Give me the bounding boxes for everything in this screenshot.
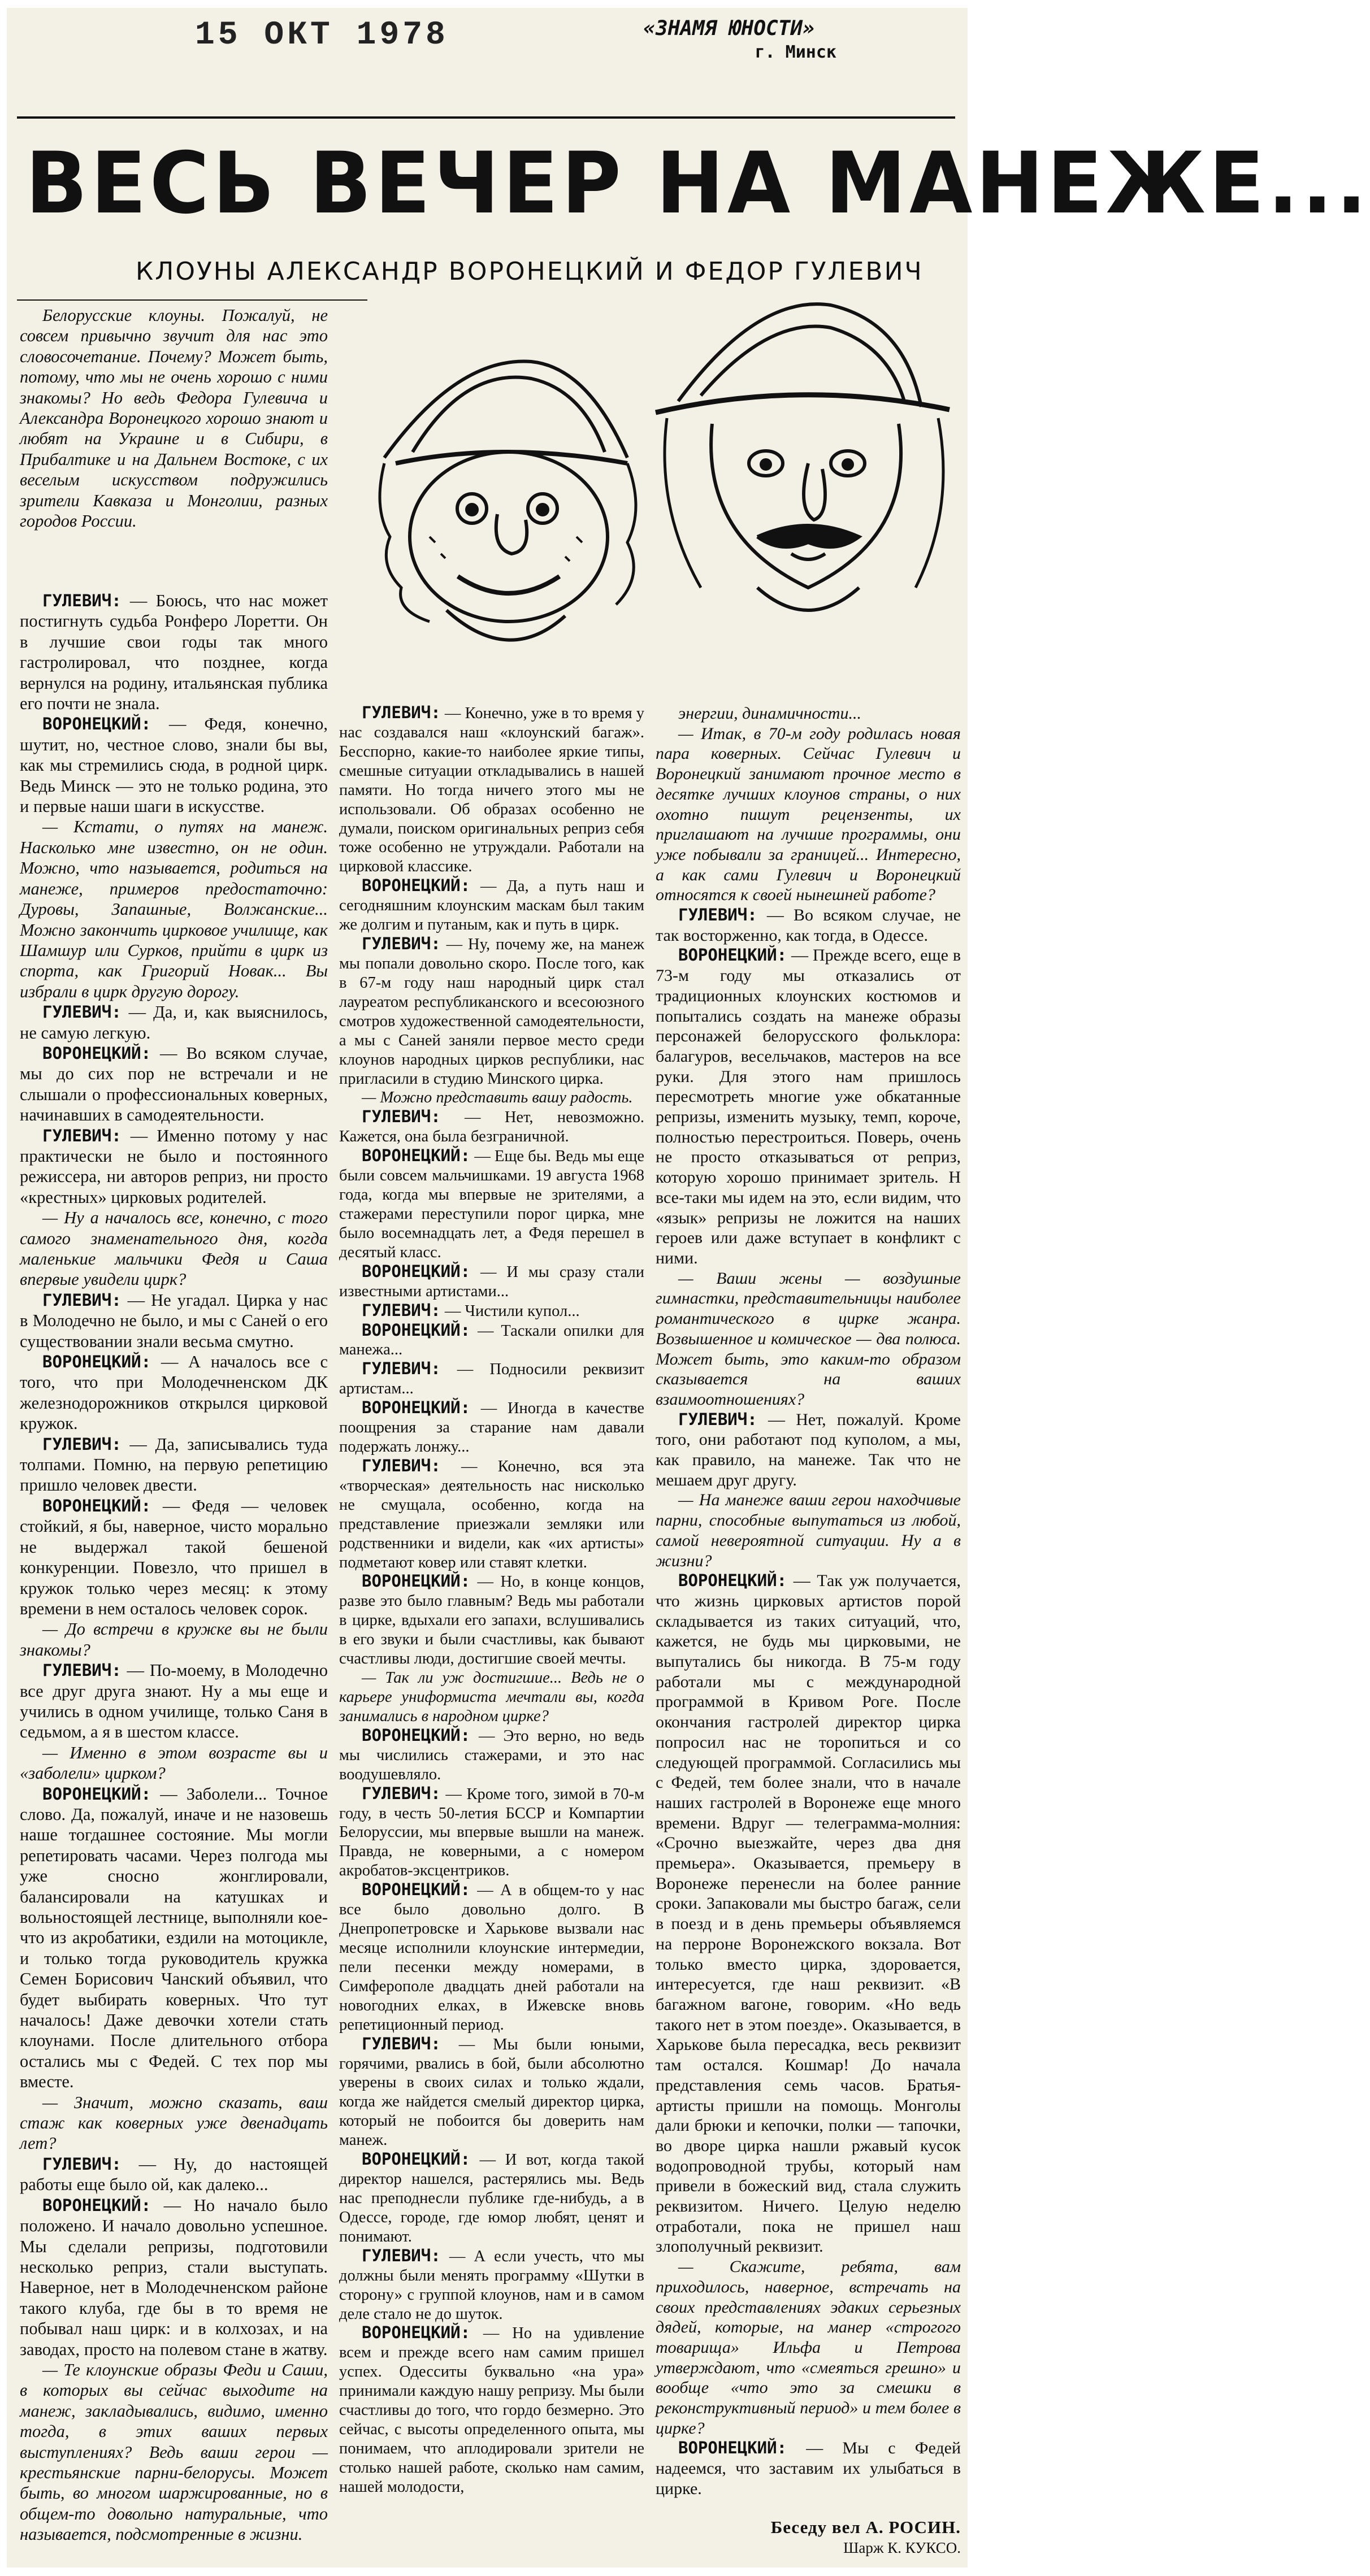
article-signature	[701, 2517, 961, 2558]
speaker-name: ГУЛЕВИЧ:	[362, 1783, 441, 1803]
speaker-name: ГУЛЕВИЧ:	[362, 1359, 441, 1379]
dialogue-paragraph	[339, 2247, 644, 2324]
dialogue-paragraph	[656, 1571, 961, 2257]
dialogue-paragraph	[20, 1784, 328, 2092]
dialogue-paragraph	[656, 1490, 961, 1571]
dialogue-paragraph	[20, 2092, 328, 2154]
speaker-name: ВОРОНЕЦКИЙ:	[362, 1571, 471, 1591]
speaker-name: ВОРОНЕЦКИЙ:	[42, 1496, 151, 1515]
speaker-name: ГУЛЕВИЧ:	[42, 1290, 122, 1310]
dialogue-paragraph	[339, 1784, 644, 1881]
dialogue-paragraph	[339, 1088, 644, 1107]
paragraph-text: — Кроме того, зимой в 70-м году, в честь 50-летия БССР и Компартии Белоруссии, мы впервые вышли на манеж. Правда, не коверными, а с номером акробатов-эксцентриков.	[339, 1785, 644, 1880]
dialogue-paragraph	[656, 724, 961, 905]
dialogue-paragraph	[339, 1880, 644, 2034]
paragraph-text: — Это верно, но ведь мы числились стажерами, и это нас воодушевляло.	[339, 1727, 644, 1783]
paragraph-text: — Еще бы. Ведь мы еще были совсем мальчишками. 19 августа 1968 года, когда мы впервые не зрителями, а стажерами переступили порог цирка, мне было восемнадцать лет, а Федя перешел в десятый класс.	[339, 1148, 644, 1261]
paragraph-text: — Ну, до настоящей работы еще было ой, как далеко...	[20, 2154, 328, 2195]
speaker-name: ВОРОНЕЦКИЙ:	[678, 1571, 787, 1591]
dialogue-paragraph	[20, 1002, 328, 1043]
column-2	[339, 703, 644, 2497]
paragraph-text: — Скажите, ребята, вам приходилось, наверное, встречать на своих представлениях эдаких серьезных дядей, которые, на манер «строгого товарища» Ильфа и Петрова утверждают, что «смеяться грешно» и вообще «что это за смешки в реконструктивный период» и тем более в цирке?	[656, 2257, 961, 2438]
paragraph-text: — До встречи в кружке вы не были знакомы?	[20, 1619, 328, 1660]
speaker-name: ГУЛЕВИЧ:	[362, 2034, 441, 2053]
speaker-name: ВОРОНЕЦКИЙ:	[678, 945, 787, 965]
speaker-name: ГУЛЕВИЧ:	[42, 1661, 122, 1680]
dialogue-paragraph	[339, 1262, 644, 1301]
dialogue-paragraph	[656, 1410, 961, 1491]
dialogue-paragraph	[339, 1726, 644, 1784]
dialogue-paragraph	[20, 1619, 328, 1660]
paragraph-text: — Мы были юными, горячими, рвались в бой, были абсолютно уверены в своих силах и только ждали, когда же найдется смелый директор цирка, который не побоится бы доверить нам манеж.	[339, 2035, 645, 2149]
speaker-name: ВОРОНЕЦКИЙ:	[42, 1784, 151, 1804]
dialogue-paragraph	[20, 816, 328, 1002]
paragraph-text: — Да, а путь наш и сегодняшним клоунским маскам был таким же долгим и путаным, как и путь в цирк.	[339, 878, 644, 934]
speaker-name: ВОРОНЕЦКИЙ:	[362, 1261, 471, 1281]
clowns-caricature	[362, 271, 966, 701]
paragraph-text: — Те клоунские образы Феди и Саши, в которых вы сейчас выходите на манеж, закладывались, видимо, именно тогда, в этих ваших первых выступлениях? Ведь ваши герои — крестьянские парни-белорусы. Может быть, во многом шаржированные, но в общем-то довольно натуральные, что называется, подсмотренные в жизни.	[20, 2360, 328, 2544]
dialogue-paragraph	[339, 876, 644, 935]
paragraph-text: — Во всяком случае, не так восторженно, как тогда, в Одессе.	[656, 906, 961, 945]
paragraph-text: — Нет, невозможно. Кажется, она была безграничной.	[339, 1109, 644, 1146]
dialogue-paragraph	[20, 2154, 328, 2195]
paragraph-text: — Чистили купол...	[444, 1302, 580, 1320]
intro-paragraph: Белорусские клоуны. Пожалуй, не совсем привычно звучит для нас это словосочетание. Почему? Может быть, потому, что мы не очень хорошо с ними знакомы? Но ведь Федора Гулевича и Александра Воронецкого хорошо знают и любят на Украине и в Сибири, в Прибалтике и на Дальнем Востоке, с их веселым искусством подружились зрители Кавказа и Монголии, разных городов России.	[20, 306, 328, 531]
dialogue-paragraph	[339, 1457, 644, 1572]
dialogue-paragraph	[20, 1743, 328, 1784]
speaker-name: ГУЛЕВИЧ:	[678, 905, 757, 925]
paragraph-text: — А если учесть, что мы должны были менять программу «Шутки в сторону» с группой клоунов, нам и в самом деле стало не до шуток.	[339, 2247, 644, 2323]
dialogue-paragraph	[20, 1352, 328, 1434]
paragraph-text: — Федя — человек стойкий, я бы, наверное, чисто морально не выдержал такой бешеной конкуренции. Повезло, что пришел в кружок только через месяц: к этому времени в нем осталось человек сорок.	[20, 1496, 328, 1618]
dialogue-paragraph	[656, 905, 961, 945]
dialogue-paragraph	[20, 1660, 328, 1743]
speaker-name: ВОРОНЕЦКИЙ:	[42, 2195, 151, 2215]
paragraph-text: — Именно потому у нас практически не было и постоянного режиссера, ни авторов реприз, ни просто «крестных» цирковых родителей.	[20, 1126, 328, 1207]
paragraph-text: — Боюсь, что нас может постигнуть судьба Ронферо Лоретти. Он в лучшие свои годы так много гастролировал, что позднее, когда вернулся на родину, итальянская публика его почти не знала.	[20, 591, 328, 714]
column-3	[656, 703, 961, 2499]
paragraph-text: энергии, динамичности...	[678, 704, 862, 723]
dialogue-paragraph	[656, 703, 961, 724]
dialogue-paragraph	[339, 1146, 644, 1262]
date-stamp: 15 ОКТ 1978	[195, 17, 449, 54]
speaker-name: ВОРОНЕЦКИЙ:	[42, 1352, 151, 1372]
dialogue-paragraph	[656, 2257, 961, 2438]
dialogue-paragraph	[339, 935, 644, 1088]
paragraph-text: — И вот, когда такой директор нашелся, растерялись мы. Ведь нас преподнесли публике где-нибудь, а в Одессе, городе, где юмор любят, ценят и понимают.	[339, 2151, 645, 2245]
paragraph-text: — Иногда в качестве поощрения за старание нам давали подержать лонжу...	[339, 1400, 644, 1456]
paragraph-text: — А в общем-то у нас все было довольно долго. В Днепропетровске и Харькове вызвали нас месяце исполнили клоунские интермедии, пели песенки между номерами, в Симферополе двадцать дней работали на новогодних елках, в Ижевске вновь репетиционный период.	[339, 1882, 644, 2034]
dialogue-paragraph	[339, 703, 644, 876]
speaker-name: ВОРОНЕЦКИЙ:	[362, 1880, 471, 1900]
paragraph-text: — Да, и, как выяснилось, не самую легкую.	[20, 1002, 328, 1042]
paragraph-text: — Ваши жены — воздушные гимнастки, представительницы наиболее романтического в цирке жанра. Возвышенное и комическое — два полюса. Может быть, это каким-то образом сказывается на ваших взаимоотношениях?	[656, 1269, 961, 1409]
dialogue-paragraph	[339, 1107, 644, 1146]
dialogue-paragraph	[339, 2323, 644, 2496]
dialogue-paragraph	[656, 1269, 961, 1410]
speaker-name: ВОРОНЕЦКИЙ:	[42, 1043, 151, 1063]
paragraph-text: — Таскали опилки для манежа...	[339, 1322, 644, 1359]
dialogue-paragraph	[20, 1207, 328, 1290]
speaker-name: ВОРОНЕЦКИЙ:	[362, 1398, 471, 1418]
dialogue-paragraph	[339, 1572, 644, 1669]
paragraph-text: — Подносили реквизит артистам...	[339, 1361, 644, 1398]
paragraph-text: — И мы сразу стали известными артистами...	[339, 1263, 644, 1300]
dialogue-paragraph	[20, 714, 328, 816]
speaker-name: ГУЛЕВИЧ:	[42, 591, 122, 610]
dialogue-paragraph	[20, 2360, 328, 2545]
paragraph-text: — Да, записывались туда толпами. Помню, на первую репетицию пришло человек двести.	[20, 1434, 328, 1495]
paragraph-text: — По-моему, в Молодечно все друг друга знают. Ну а мы еще и учились в одном училище, только Саня в седьмом, а я в шестом классе.	[20, 1661, 328, 1742]
speaker-name: ВОРОНЕЦКИЙ:	[362, 1725, 471, 1745]
speaker-name: ГУЛЕВИЧ:	[678, 1409, 757, 1429]
dialogue-paragraph	[339, 1321, 644, 1360]
paragraph-text: — А началось все с того, что при Молодечненском ДК железнодорожников открылся цирковой кружок.	[20, 1352, 328, 1433]
caricature-credit: Шарж К. КУКСО.	[843, 2539, 961, 2556]
dialogue-paragraph	[20, 1043, 328, 1126]
paragraph-text: — Федя, конечно, шутит, но, честное слово, знали бы вы, как мы стремились сюда, в родной цирк. Ведь Минск — это не только родина, это и первые наши шаги в искусстве.	[20, 714, 328, 816]
speaker-name: ГУЛЕВИЧ:	[362, 2245, 441, 2265]
speaker-name: ГУЛЕВИЧ:	[42, 2154, 122, 2174]
speaker-name: ВОРОНЕЦКИЙ:	[362, 1320, 471, 1340]
paragraph-text: — Конечно, вся эта «творческая» деятельность нас нисколько не смущала, особенно, когда на представление приезжали земляки или родственники и видели, как «их артисты» подметают ковер или ставят клетки.	[339, 1457, 645, 1571]
speaker-name: ГУЛЕВИЧ:	[362, 1300, 441, 1320]
dialogue-paragraph	[339, 1669, 644, 1726]
dialogue-paragraph	[339, 1359, 644, 1398]
paragraph-text: — Но, в конце концов, разве это было главным? Ведь мы работали в цирке, вдыхали его запахи, вслушивались в его звуки и были счастливы, как бывают счастливы люди, достигшие своей мечты.	[339, 1573, 645, 1668]
speaker-name: ГУЛЕВИЧ:	[362, 703, 441, 722]
speaker-name: ВОРОНЕЦКИЙ:	[362, 2149, 471, 2169]
speaker-name: ГУЛЕВИЧ:	[42, 1002, 122, 1022]
paragraph-text: — Значит, можно сказать, ваш стаж как коверных уже двенадцать лет?	[20, 2092, 328, 2153]
column-1-dialogue	[20, 590, 328, 2545]
speaker-name: ВОРОНЕЦКИЙ:	[362, 876, 471, 896]
speaker-name: ГУЛЕВИЧ:	[42, 1126, 122, 1145]
dialogue-paragraph	[339, 1398, 644, 1457]
paragraph-text: — На манеже ваши герои находчивые парни, способные выпутаться из любой, самой невероятной ситуации. Ну а в жизни?	[656, 1491, 961, 1570]
left-clown	[380, 361, 636, 640]
speaker-name: ГУЛЕВИЧ:	[362, 1456, 441, 1475]
subtitle: КЛОУНЫ АЛЕКСАНДР ВОРОНЕЦКИЙ И ФЕДОР ГУЛЕВИЧ	[136, 257, 924, 286]
paragraph-text: — Итак, в 70-м году родилась новая пара коверных. Сейчас Гулевич и Воронецкий занимают прочное место в десятке лучших клоунов страны, о них охотно пишут рецензенты, их приглашают на лучшие программы, они уже побывали за границей... Интересно, а как сами Гулевич и Воронецкий относятся к своей нынешней работе?	[656, 724, 961, 905]
dialogue-paragraph	[20, 1126, 328, 1208]
paragraph-text: — Не угадал. Цирка у нас в Молодечно не было, и мы с Саней о его существовании знали весьма смутно.	[20, 1290, 328, 1351]
dialogue-paragraph	[20, 1434, 328, 1496]
byline: Беседу вел А. РОСИН.	[770, 2517, 961, 2537]
right-clown	[656, 304, 950, 610]
column-1	[20, 305, 328, 531]
paragraph-text: — Заболели... Точное слово. Да, пожалуй, иначе и не назовешь наше тогдашнее состояние. Мы могли репетировать часами. Через полгода мы уже сносно жонглировали, балансировали на катушках и вольностоящей лестнице, выполняли кое-что из акробатики, ездили на мотоцикле, и только тогда руководитель кружка Семен Борисович Чанский объявил, что будет выбирать коверных. Что тут началось! Даже девочки хотели стать клоунами. После длительного отбора остались мы с Федей. С тех пор мы вместе.	[20, 1784, 328, 2092]
paragraph-text: — Во всяком случае, мы до сих пор не встречали и не слышали о профессиональных коверных, начинавших в самодеятельности.	[20, 1043, 328, 1125]
paragraph-text: — Ну, почему же, на манеж мы попали довольно скоро. После того, как в 67-м году наш народный цирк стал лауреатом республиканского и всесоюзного смотров художественной самодеятельности, а мы с Саней заняли первое место среди клоунов народных цирков республики, нас пригласили в студию Минского цирка.	[339, 936, 644, 1088]
dialogue-paragraph	[656, 945, 961, 1268]
dialogue-paragraph	[20, 1496, 328, 1619]
headline: ВЕСЬ ВЕЧЕР НА МАНЕЖЕ...	[25, 134, 1370, 233]
source-stamp	[616, 17, 842, 79]
newspaper-name: «ЗНАМЯ ЮНОСТИ»	[643, 17, 815, 40]
paragraph-text: — Конечно, уже в то время у нас создавался наш «клоунский багаж». Бесспорно, какие-то наиболее яркие типы, смешные ситуации откладывались в нашей памяти. Но тогда ничего этого мы не использовали. Об образах особенно не думали, поиском оригинальных реприз себя тоже особенно не утруждали. Работали на цирковой классике.	[339, 705, 645, 876]
paragraph-text: — Нет, пожалуй. Кроме того, они работают под куполом, а мы, как правило, на манеже. Так что не мешаем друг другу.	[656, 1410, 961, 1489]
paragraph-text: — Кстати, о путях на манеж. Насколько мне известно, он не один. Можно, что называется, родиться на манеже, примеров предостаточно: Дуровы, Запашные, Волжанские... Можно закончить цирковое училище, как Шамшур или Сурков, прийти в цирк из спорта, как Григорий Новак... Вы избрали в цирк другую дорогу.	[20, 817, 328, 1001]
paragraph-text: — Прежде всего, еще в 73-м году мы отказались от традиционных клоунских костюмов и попытались создать на манеже образы персонажей белорусского фольклора: балагуров, весельчаков, мастеров на все руки. Для этого нам пришлось пересмотреть многие уже обкатанные репризы, изменить музыку, темп, короче, полностью перестроиться. Поверь, очень не просто отказываться от реприз, которую хорошо принимает зритель. Н все-таки мы идем на это, если видим, что «язык» репризы не ложится на наших героев или даже вступает в конфликт с ними.	[656, 946, 961, 1267]
dialogue-paragraph	[656, 2438, 961, 2499]
speaker-name: ВОРОНЕЦКИЙ:	[678, 2438, 787, 2458]
paragraph-text: — Так уж получается, что жизнь цирковых артистов порой складывается из таких ситуаций, что, кажется, не будь мы цирковыми, не выпутались бы никогда. В 75-м году работали мы с международной программой в Кривом Роге. После окончания гастролей директор цирка попросил нас не торопиться и со следующей программой. Согласились мы с Федей, тем более знали, что в начале наших гастролей в Воронеже еще много времени. Вдруг — телеграмма-молния: «Срочно выезжайте, через два дня премьера». Оказывается, премьеру в Воронеже перенесли на более ранние сроки. Запаковали мы быстро багаж, сели в поезд и в день премьеры объявляемся на перроне Воронежского вокзала. Вот только вместо цирка, здоровается, интересуется, где наш реквизит. «В багажном вагоне, говорим. «Но ведь такого нет в этом поезде». Оказывается, в Харькове была пересадка, весь реквизит там остался. Кошмар! До начала представления семь часов. Братья-артисты пришли на помощь. Монголы дали брюки и кепочки, полки — тапочки, во дворе цирка нашли ржавый кусок водопроводной трубы, который нам привели в божеский вид, стала служить реквизитом. Ничего. Целую неделю отработали, пока не пришел наш злополучный реквизит.	[656, 1571, 961, 2256]
speaker-name: ВОРОНЕЦКИЙ:	[362, 2323, 471, 2343]
top-rule	[17, 116, 955, 119]
subtitle-rule	[17, 299, 367, 301]
speaker-name: ВОРОНЕЦКИЙ:	[362, 1146, 471, 1166]
dialogue-paragraph	[339, 1301, 644, 1321]
dialogue-paragraph	[20, 2195, 328, 2360]
dialogue-paragraph	[339, 2150, 644, 2247]
speaker-name: ВОРОНЕЦКИЙ:	[42, 714, 151, 734]
paragraph-text: — Можно представить вашу радость.	[362, 1089, 633, 1107]
dialogue-paragraph	[20, 590, 328, 714]
paragraph-text: — Так ли уж достигшие... Ведь не о карьере униформиста мечтали вы, когда занимались в народном цирке?	[339, 1669, 644, 1725]
dialogue-paragraph	[339, 2035, 644, 2151]
speaker-name: ГУЛЕВИЧ:	[42, 1434, 122, 1454]
paragraph-text: — Именно в этом возрасте вы и «заболели» цирком?	[20, 1743, 328, 1783]
newspaper-city: г. Минск	[755, 42, 836, 62]
paragraph-text: — Но на удивление всем и прежде всего нам самим пришел успех. Одесситы буквально «на ура» принимали каждую нашу репризу. Мы были счастливы до того, что гордо безмерно. Это сейчас, с высоты определенного опыта, мы понимаем, что аплодировали зрители не столько нашей работе, сколько нам самим, нашей молодости,	[339, 2325, 644, 2496]
paragraph-text: — Но начало было положено. И начало довольно успешное. Мы сделали репризы, подготовили несколько реприз, стали выступать. Наверное, нет в Молодечненском районе такого клуба, где бы в то время не побывал наш цирк: и в колхозах, и на заводах, просто на полевом стане в жатву.	[20, 2195, 328, 2359]
paragraph-text: — Мы с Федей надеемся, что заставим их улыбаться в цирке.	[656, 2439, 961, 2498]
speaker-name: ГУЛЕВИЧ:	[362, 934, 441, 954]
dialogue-paragraph	[20, 1290, 328, 1352]
speaker-name: ГУЛЕВИЧ:	[362, 1107, 441, 1127]
paragraph-text: — Ну а началось все, конечно, с того самого знаменательного дня, когда маленькие мальчики Федя и Саша впервые увидели цирк?	[20, 1208, 328, 1289]
